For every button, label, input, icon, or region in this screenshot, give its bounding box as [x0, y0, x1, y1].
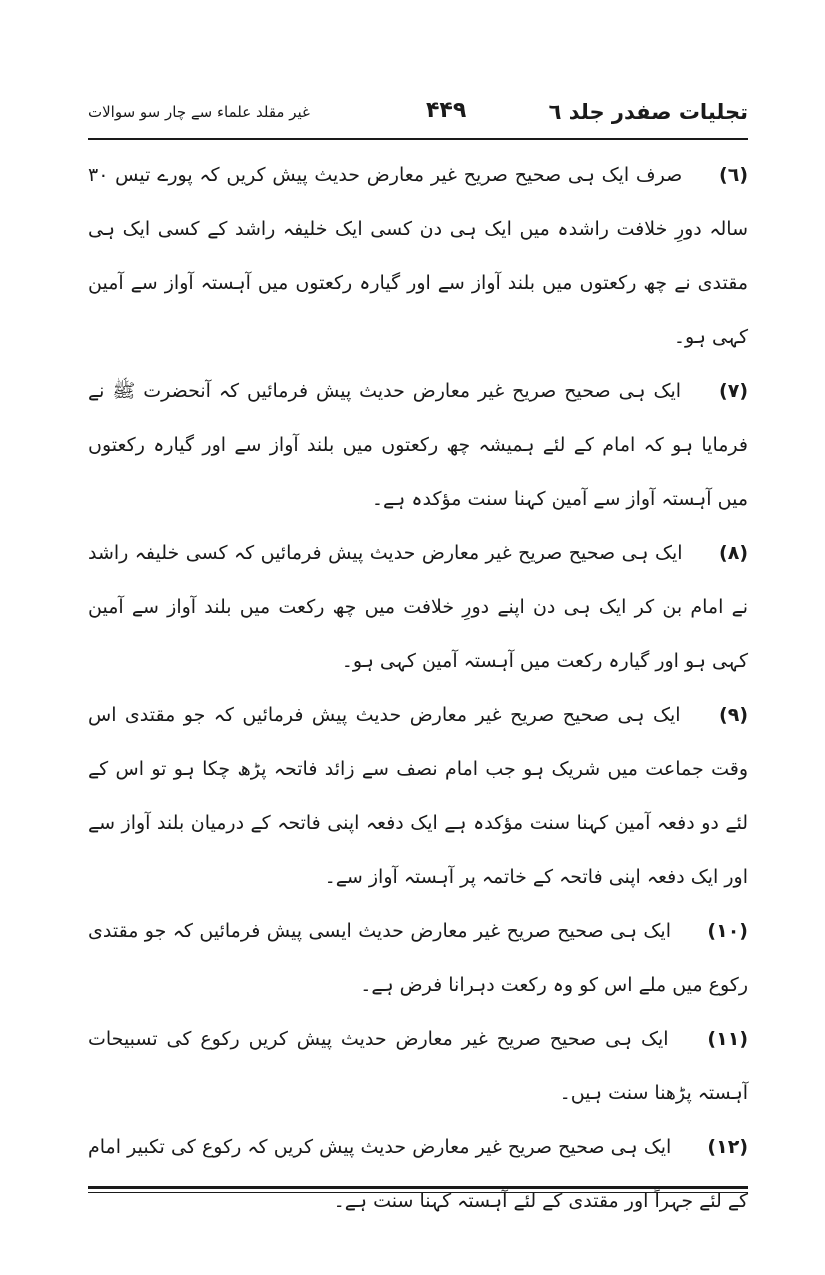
question-item: [88, 1012, 748, 1120]
footer-divider: [88, 1186, 748, 1189]
question-number: (٩): [719, 704, 749, 726]
page-number: ۴۴۹: [426, 98, 467, 123]
question-item: [88, 526, 748, 688]
question-item: [88, 148, 748, 364]
question-item: [88, 904, 748, 1012]
book-page: [88, 98, 749, 1212]
book-title: تجلیات صفدر جلد ٦: [548, 100, 748, 124]
running-header: [88, 98, 748, 138]
question-text: ایک ہی صحیح صریح غیر معارض حدیث پیش فرمائیں کہ جو مقتدی اس وقت جماعت میں شریک ہو جب امام نصف سے زائد فاتحہ پڑھ چکا ہو تو اس کے لئے دو دفعہ آمین کہنا سنت مؤکدہ ہے ایک دفعہ اپنی فاتحہ کے درمیان بلند آواز سے اور ایک دفعہ اپنی فاتحہ کے خاتمہ پر آہستہ آواز سے۔: [88, 704, 748, 888]
footer-divider-thin: [88, 1192, 748, 1193]
question-number: (١١): [707, 1028, 748, 1050]
question-text: ایک ہی صحیح صریح غیر معارض حدیث ایسی پیش فرمائیں کہ جو مقتدی رکوع میں ملے اس کو وہ رکعت دہرانا فرض ہے۔: [88, 920, 748, 996]
question-number: (١٢): [707, 1136, 748, 1158]
question-number: (٧): [719, 380, 748, 402]
header-divider: [88, 138, 748, 140]
questions-list: [88, 148, 748, 1228]
question-number: (٨): [719, 542, 748, 564]
question-item: [88, 688, 748, 904]
question-item: [88, 1120, 748, 1228]
question-text: ایک ہی صحیح صریح غیر معارض حدیث پیش کریں رکوع کی تسبیحات آہستہ پڑھنا سنت ہیں۔: [88, 1028, 748, 1104]
question-number: (١٠): [707, 920, 748, 942]
question-text: ایک ہی صحیح صریح غیر معارض حدیث پیش فرمائیں کہ آنحضرت ﷺ نے فرمایا ہو کہ امام کے لئے ہمیشہ چھ رکعتوں میں بلند آواز سے اور گیارہ رکعتوں میں آہستہ آواز سے آمین کہنا سنت مؤکدہ ہے۔: [88, 380, 748, 510]
question-item: [88, 364, 748, 526]
question-text: ایک ہی صحیح صریح غیر معارض حدیث پیش کریں کہ رکوع کی تکبیر امام کے لئے جہراً اور مقتدی کے لئے آہستہ کہنا سنت ہے۔: [88, 1136, 748, 1212]
question-text: صرف ایک ہی صحیح صریح غیر معارض حدیث پیش کریں کہ پورے تیس ۳۰ سالہ دورِ خلافت راشدہ میں ایک ہی دن کسی ایک خلیفہ راشد کے کسی ایک ہی مقتدی نے چھ رکعتوں میں بلند آواز سے اور گیارہ رکعتوں میں آہستہ آواز سے آمین کہی ہو۔: [88, 164, 748, 348]
question-number: (٦): [719, 164, 748, 186]
question-text: ایک ہی صحیح صریح غیر معارض حدیث پیش فرمائیں کہ کسی خلیفہ راشد نے امام بن کر ایک ہی دن اپنے دورِ خلافت میں چھ رکعت میں بلند آواز سے آمین کہی ہو اور گیارہ رکعت میں آہستہ آمین کہی ہو۔: [88, 542, 748, 672]
chapter-subtitle: غیر مقلد علماء سے چار سو سوالات: [88, 103, 310, 121]
